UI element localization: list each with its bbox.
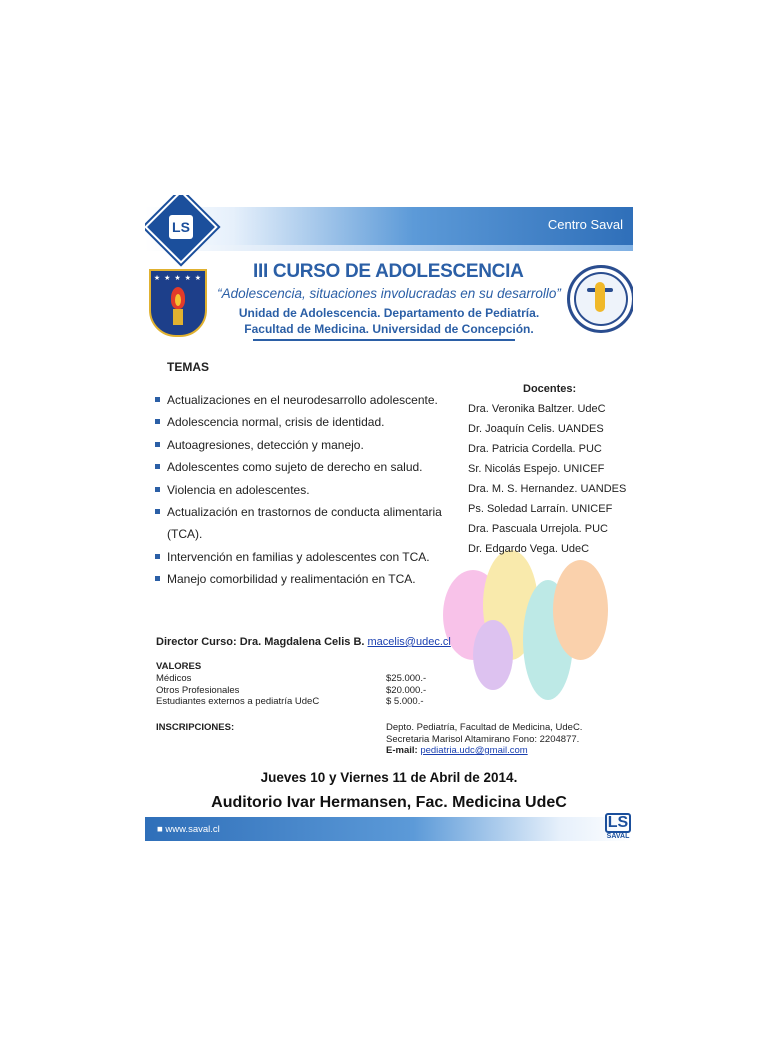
table-row: Estudiantes externos a pediatría UdeC $ 5.000.- xyxy=(156,696,424,707)
list-item: Ps. Soledad Larraín. UNICEF xyxy=(468,503,613,515)
list-item: Adolescencia normal, crisis de identidad. xyxy=(153,411,453,433)
jumping-people-illustration xyxy=(433,550,613,720)
list-item: Violencia en adolescentes. xyxy=(153,479,453,501)
event-venue: Auditorio Ivar Hermansen, Fac. Medicina UdeC xyxy=(211,794,567,811)
header-divider xyxy=(253,339,515,341)
temas-heading: TEMAS xyxy=(167,360,209,374)
list-item: Sr. Nicolás Espejo. UNICEF xyxy=(468,463,605,475)
list-item: Manejo comorbilidad y realimentación en TCA. xyxy=(153,568,453,590)
list-item: Dra. Pascuala Urrejola. PUC xyxy=(468,523,608,535)
inscripciones-heading: INSCRIPCIONES: xyxy=(156,722,235,733)
list-item: Intervención en familias y adolescentes con TCA. xyxy=(153,546,453,568)
header-banner xyxy=(145,207,633,245)
valores-heading: VALORES xyxy=(156,661,202,672)
inscripciones-details: Depto. Pediatría, Facultad de Medicina, UdeC. Secretaria Marisol Altamirano Fono: 2204877. E-mail: pediatria.udc@gmail.com xyxy=(386,722,583,756)
list-item: Dr. Joaquín Celis. UANDES xyxy=(468,423,604,435)
website-link[interactable]: ■ www.saval.cl xyxy=(157,824,220,835)
valores-table xyxy=(156,673,446,708)
table-row: Médicos $25.000.- xyxy=(156,673,427,684)
list-item: Dra. Patricia Cordella. PUC xyxy=(468,443,602,455)
faculty-name: Facultad de Medicina. Universidad de Concepción. xyxy=(244,322,534,336)
unit-name: Unidad de Adolescencia. Departamento de Pediatría. xyxy=(238,306,540,320)
university-crest-icon: ★ ★ ★ ★ ★ xyxy=(149,269,207,337)
director-label: Director Curso: Dra. Magdalena Celis B. xyxy=(156,636,365,648)
ls-logo-text: LS xyxy=(169,215,193,239)
inscripciones-email-link[interactable]: pediatria.udc@gmail.com xyxy=(420,745,528,756)
docentes-heading: Docentes: xyxy=(523,383,577,395)
table-row: Otros Profesionales $20.000.- xyxy=(156,684,427,696)
saval-logo: LS SAVAL xyxy=(606,814,630,840)
temas-list xyxy=(153,389,453,591)
list-item: Dra. M. S. Hernandez. UANDES xyxy=(468,483,627,495)
director-line xyxy=(156,636,451,648)
course-subtitle: “Adolescencia, situaciones involucradas en su desarrollo” xyxy=(217,286,561,301)
list-item: Actualización en trastornos de conducta alimentaria (TCA). xyxy=(153,501,453,546)
docentes-list xyxy=(468,399,626,559)
list-item: Dra. Veronika Baltzer. UdeC xyxy=(468,403,606,415)
course-title: III CURSO DE ADOLESCENCIA xyxy=(253,261,524,282)
footer-banner xyxy=(145,817,633,841)
event-date: Jueves 10 y Viernes 11 de Abril de 2014. xyxy=(260,770,518,785)
center-name: Centro Saval xyxy=(547,217,623,232)
ls-logo xyxy=(145,195,218,264)
list-item: Actualizaciones en el neurodesarrollo adolescente. xyxy=(153,389,453,411)
list-item: Adolescentes como sujeto de derecho en salud. xyxy=(153,456,453,478)
director-email-link[interactable]: macelis@udec.cl xyxy=(367,636,451,648)
list-item: Dr. Edgardo Vega. UdeC xyxy=(468,543,590,555)
flyer xyxy=(145,195,633,845)
list-item: Autoagresiones, detección y manejo. xyxy=(153,434,453,456)
